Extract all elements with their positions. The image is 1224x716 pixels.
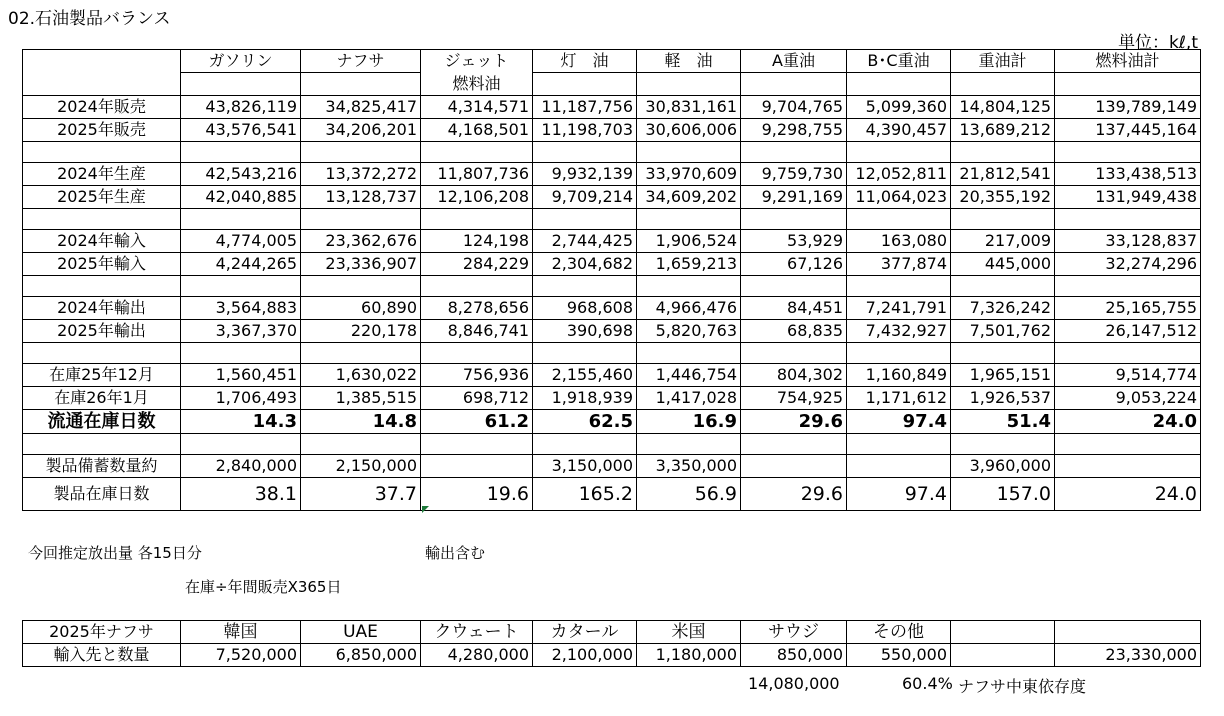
table-cell: 390,698 [533, 320, 637, 343]
table-cell: 9,759,730 [741, 163, 847, 186]
header-jet: ジェット [421, 50, 533, 73]
table-cell: 25,165,755 [1055, 297, 1201, 320]
spacer-row [23, 142, 1201, 163]
header-sub-blank [637, 73, 741, 96]
country-header: その他 [847, 621, 951, 644]
table-cell: 217,009 [951, 230, 1055, 253]
table-cell: 133,438,513 [1055, 163, 1201, 186]
table-cell: 1,965,151 [951, 364, 1055, 387]
row-label: 製品在庫日数 [23, 478, 181, 511]
table-cell: 804,302 [741, 364, 847, 387]
table-cell [1055, 455, 1201, 478]
table-cell: 9,291,169 [741, 186, 847, 209]
table-cell: 34,825,417 [301, 96, 421, 119]
spacer-row [23, 209, 1201, 230]
table-cell: 34,206,201 [301, 119, 421, 142]
naphtha-row-label: 輸入先と数量 [23, 644, 181, 667]
table-cell: 42,543,216 [181, 163, 301, 186]
table-row [23, 320, 1201, 343]
table-cell: 3,150,000 [533, 455, 637, 478]
spacer-row [23, 434, 1201, 455]
table-cell: 8,846,741 [421, 320, 533, 343]
table-cell: 67,126 [741, 253, 847, 276]
header-sub-blank [741, 73, 847, 96]
row-label: 流通在庫日数 [23, 410, 181, 434]
table-cell: 29.6 [741, 478, 847, 511]
table-row [23, 455, 1201, 478]
note-release: 今回推定放出量 各15日分 [28, 544, 202, 562]
table-row [23, 387, 1201, 410]
table-cell: 68,835 [741, 320, 847, 343]
row-label: 2024年輸入 [23, 230, 181, 253]
dependency-label: ナフサ中東依存度 [958, 677, 1087, 696]
table-cell: 60,890 [301, 297, 421, 320]
table-cell: 21,812,541 [951, 163, 1055, 186]
table-row [23, 364, 1201, 387]
table-cell: 3,367,370 [181, 320, 301, 343]
table-cell: 1,180,000 [637, 644, 741, 667]
table-cell: 13,689,212 [951, 119, 1055, 142]
header-naphtha: ナフサ [301, 50, 421, 73]
table-cell: 11,187,756 [533, 96, 637, 119]
empty-cell [951, 644, 1055, 667]
table-cell: 163,080 [847, 230, 951, 253]
table-cell: 97.4 [847, 478, 951, 511]
table-cell: 24.0 [1055, 410, 1201, 434]
row-label: 在庫26年1月 [23, 387, 181, 410]
table-cell: 4,774,005 [181, 230, 301, 253]
table-cell [421, 455, 533, 478]
table-cell: 53,929 [741, 230, 847, 253]
table-cell: 850,000 [741, 644, 847, 667]
table-cell: 14.3 [181, 410, 301, 434]
table-cell: 32,274,296 [1055, 253, 1201, 276]
table-cell: 12,052,811 [847, 163, 951, 186]
table-cell: 26,147,512 [1055, 320, 1201, 343]
spacer-row [23, 343, 1201, 364]
row-label: 2024年生産 [23, 163, 181, 186]
table-cell: 11,064,023 [847, 186, 951, 209]
header-row [23, 50, 1201, 73]
table-row [23, 119, 1201, 142]
table-cell: 1,659,213 [637, 253, 741, 276]
table-cell: 12,106,208 [421, 186, 533, 209]
table-cell: 2,155,460 [533, 364, 637, 387]
table-cell: 7,432,927 [847, 320, 951, 343]
table-cell: 698,712 [421, 387, 533, 410]
country-header: クウェート [421, 621, 533, 644]
header-sub-blank [847, 73, 951, 96]
table-cell: 968,608 [533, 297, 637, 320]
table-cell: 157.0 [951, 478, 1055, 511]
table-cell: 7,326,242 [951, 297, 1055, 320]
table-cell: 14,804,125 [951, 96, 1055, 119]
header-sub-blank [1055, 73, 1201, 96]
naphtha-total: 23,330,000 [1055, 644, 1201, 667]
table-cell: 5,099,360 [847, 96, 951, 119]
table-cell: 38.1 [181, 478, 301, 511]
table-cell: 37.7 [301, 478, 421, 511]
table-row-inventory-days [23, 410, 1201, 434]
header-corner [23, 50, 181, 73]
unit-label: 単位：kℓ,t [1118, 33, 1198, 53]
table-cell: 1,706,493 [181, 387, 301, 410]
row-label: 2025年輸出 [23, 320, 181, 343]
table-cell: 4,244,265 [181, 253, 301, 276]
table-cell: 9,053,224 [1055, 387, 1201, 410]
header-sub-blank [181, 73, 301, 96]
country-header: 韓国 [181, 621, 301, 644]
table-cell: 23,336,907 [301, 253, 421, 276]
table-row [23, 253, 1201, 276]
header-jet-sub: 燃料油 [421, 73, 533, 96]
table-cell: 61.2 [421, 410, 533, 434]
table-cell: 1,171,612 [847, 387, 951, 410]
table-cell: 377,874 [847, 253, 951, 276]
comment-indicator-icon [422, 506, 429, 513]
table-cell: 7,501,762 [951, 320, 1055, 343]
table-cell: 19.6 [421, 478, 533, 511]
table-cell: 11,198,703 [533, 119, 637, 142]
country-header: UAE [301, 621, 421, 644]
table-cell: 56.9 [637, 478, 741, 511]
table-cell [741, 455, 847, 478]
table-cell: 1,417,028 [637, 387, 741, 410]
naphtha-header-row [23, 621, 1201, 644]
table-cell: 4,168,501 [421, 119, 533, 142]
table-cell: 23,362,676 [301, 230, 421, 253]
table-cell: 2,100,000 [533, 644, 637, 667]
balance-table [22, 49, 1201, 511]
table-cell: 1,446,754 [637, 364, 741, 387]
table-cell: 33,970,609 [637, 163, 741, 186]
header-all-total: 燃料油計 [1055, 50, 1201, 73]
middle-east-sum: 14,080,000 [748, 674, 840, 693]
table-cell: 6,850,000 [301, 644, 421, 667]
table-cell: 754,925 [741, 387, 847, 410]
table-cell: 43,576,541 [181, 119, 301, 142]
table-cell: 16.9 [637, 410, 741, 434]
table-row [23, 163, 1201, 186]
table-cell: 1,906,524 [637, 230, 741, 253]
country-header: サウジ [741, 621, 847, 644]
header-a-fuel: A重油 [741, 50, 847, 73]
table-cell: 756,936 [421, 364, 533, 387]
table-cell: 9,709,214 [533, 186, 637, 209]
table-row-product-days [23, 478, 1201, 511]
table-cell: 445,000 [951, 253, 1055, 276]
table-cell: 1,918,939 [533, 387, 637, 410]
table-cell: 29.6 [741, 410, 847, 434]
header-sub-blank [533, 73, 637, 96]
table-cell: 9,704,765 [741, 96, 847, 119]
table-cell [847, 455, 951, 478]
table-cell: 84,451 [741, 297, 847, 320]
table-cell: 13,372,272 [301, 163, 421, 186]
empty-cell [951, 621, 1055, 644]
header-gasoline: ガソリン [181, 50, 301, 73]
row-label: 2025年生産 [23, 186, 181, 209]
table-row [23, 297, 1201, 320]
table-cell: 4,280,000 [421, 644, 533, 667]
header-bc-fuel: B･C重油 [847, 50, 951, 73]
table-cell: 2,150,000 [301, 455, 421, 478]
table-cell: 30,831,161 [637, 96, 741, 119]
table-cell: 9,932,139 [533, 163, 637, 186]
table-cell: 1,630,022 [301, 364, 421, 387]
table-cell: 4,390,457 [847, 119, 951, 142]
table-cell: 7,241,791 [847, 297, 951, 320]
table-cell: 5,820,763 [637, 320, 741, 343]
table-cell: 4,314,571 [421, 96, 533, 119]
note-formula: 在庫÷年間販売X365日 [185, 578, 342, 596]
table-cell: 137,445,164 [1055, 119, 1201, 142]
note-export-included: 輸出含む [425, 544, 486, 562]
empty-cell [1055, 621, 1201, 644]
table-cell: 1,560,451 [181, 364, 301, 387]
table-cell: 1,385,515 [301, 387, 421, 410]
row-label: 2024年輸出 [23, 297, 181, 320]
header-row-2 [23, 73, 1201, 96]
table-cell: 9,298,755 [741, 119, 847, 142]
row-label: 2025年輸入 [23, 253, 181, 276]
table-cell: 11,807,736 [421, 163, 533, 186]
table-cell: 9,514,774 [1055, 364, 1201, 387]
table-cell: 14.8 [301, 410, 421, 434]
country-header: カタール [533, 621, 637, 644]
table-cell: 43,826,119 [181, 96, 301, 119]
header-corner-2 [23, 73, 181, 96]
table-cell: 13,128,737 [301, 186, 421, 209]
page-title: 02.石油製品バランス [8, 9, 171, 29]
table-cell: 124,198 [421, 230, 533, 253]
table-cell: 24.0 [1055, 478, 1201, 511]
table-cell: 8,278,656 [421, 297, 533, 320]
table-row [23, 186, 1201, 209]
table-cell: 1,160,849 [847, 364, 951, 387]
table-cell: 51.4 [951, 410, 1055, 434]
country-header: 米国 [637, 621, 741, 644]
table-cell: 3,564,883 [181, 297, 301, 320]
table-cell: 550,000 [847, 644, 951, 667]
row-label: 2024年販売 [23, 96, 181, 119]
header-kerosene: 灯 油 [533, 50, 637, 73]
table-cell: 131,949,438 [1055, 186, 1201, 209]
header-fuel-total: 重油計 [951, 50, 1055, 73]
table-cell: 3,350,000 [637, 455, 741, 478]
table-cell: 1,926,537 [951, 387, 1055, 410]
table-cell: 165.2 [533, 478, 637, 511]
header-sub-blank [951, 73, 1055, 96]
dependency-pct: 60.4% [902, 674, 953, 693]
naphtha-import-table [22, 620, 1201, 667]
table-cell: 2,304,682 [533, 253, 637, 276]
table-cell: 30,606,006 [637, 119, 741, 142]
table-cell: 2,744,425 [533, 230, 637, 253]
naphtha-header-label: 2025年ナフサ [23, 621, 181, 644]
table-cell: 4,966,476 [637, 297, 741, 320]
table-cell: 97.4 [847, 410, 951, 434]
header-sub-blank [301, 73, 421, 96]
table-cell: 2,840,000 [181, 455, 301, 478]
table-cell: 7,520,000 [181, 644, 301, 667]
row-label: 2025年販売 [23, 119, 181, 142]
table-cell: 34,609,202 [637, 186, 741, 209]
row-label: 在庫25年12月 [23, 364, 181, 387]
table-row [23, 230, 1201, 253]
table-cell: 33,128,837 [1055, 230, 1201, 253]
spacer-row [23, 276, 1201, 297]
table-cell: 20,355,192 [951, 186, 1055, 209]
table-cell: 42,040,885 [181, 186, 301, 209]
table-cell: 62.5 [533, 410, 637, 434]
header-diesel: 軽 油 [637, 50, 741, 73]
table-cell: 139,789,149 [1055, 96, 1201, 119]
row-label: 製品備蓄数量約 [23, 455, 181, 478]
table-cell: 284,229 [421, 253, 533, 276]
table-row [23, 96, 1201, 119]
table-cell: 3,960,000 [951, 455, 1055, 478]
table-cell: 220,178 [301, 320, 421, 343]
naphtha-value-row [23, 644, 1201, 667]
